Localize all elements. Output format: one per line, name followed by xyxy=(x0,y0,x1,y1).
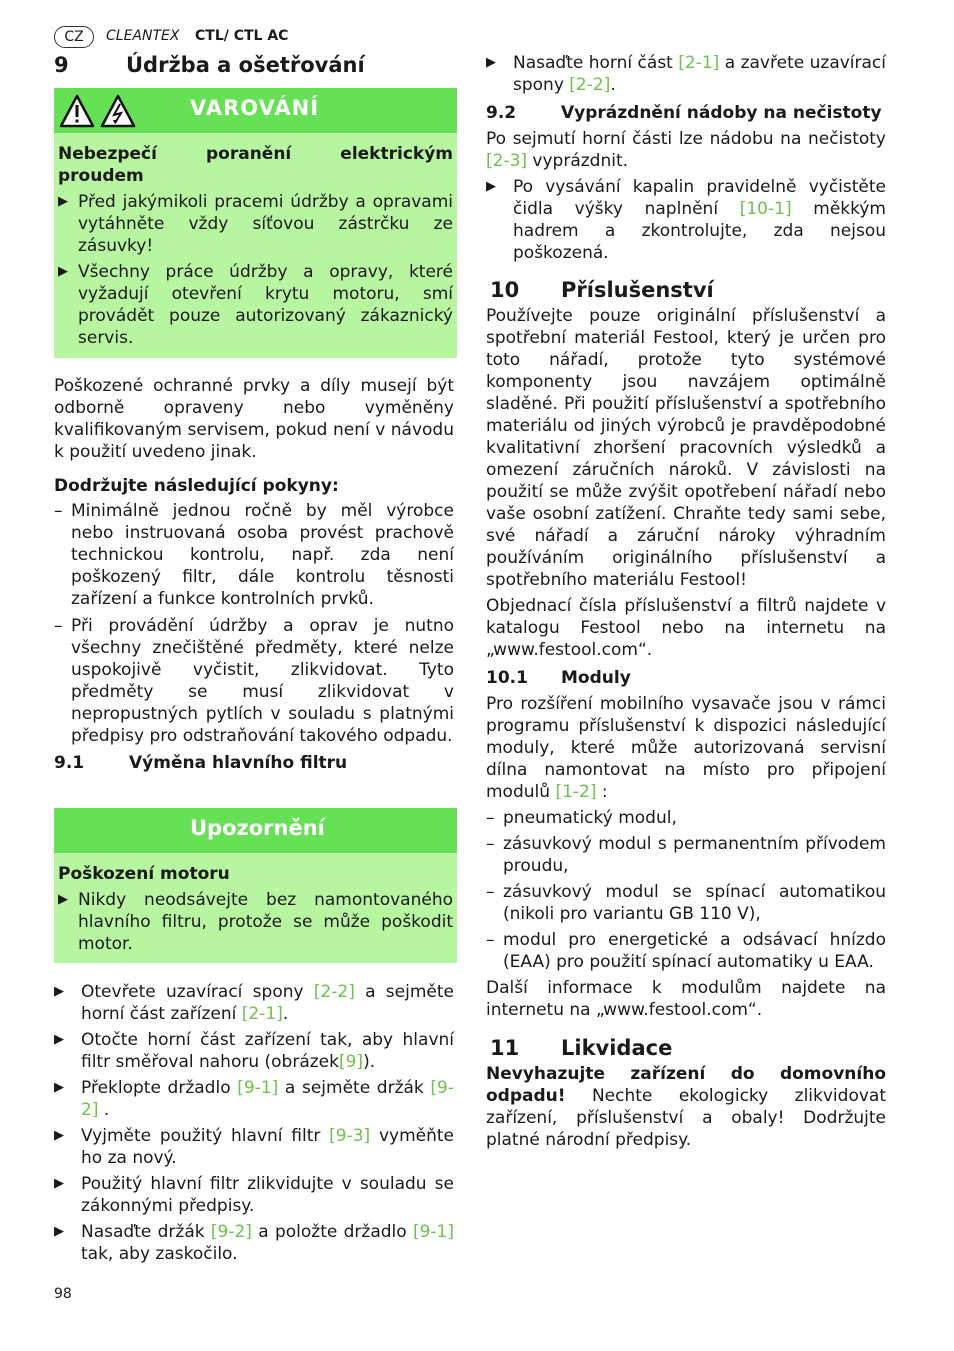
section-title: Údržba a ošetřování xyxy=(126,53,365,77)
warning-item: ▶ Všechny práce údržby a opravy, které vyžadují otevření krytu motoru, smí provádět pouze autorizovaný zákaznický servis. xyxy=(58,261,453,349)
modules-intro: Pro rozšíření mobilního vysavače jsou v rámci programu příslušenství k dispozici následující moduly, které může autorizovaná servisní dílna namontovat na místo pro připojení modulů [1-2] : xyxy=(486,694,886,802)
rules-heading: Dodržujte následující pokyny: xyxy=(54,476,339,496)
step-item: ▶ Nasaďte horní část [2-1] a zavřete uzavírací spony [2-2]. xyxy=(486,52,886,96)
maintenance-intro: Poškozené ochranné prvky a díly musejí být odborně opraveny nebo vyměněny kvalifikovaným servisem, pokud není v návodu k použití uvedeno jinak. xyxy=(54,376,454,462)
figure-reference: [2-2] xyxy=(313,982,355,1002)
disposal-text: Nevyhazujte zařízení do domovního odpadu! Nechte ekologicky zlikvidovat zařízení, příslušenství a obaly! Dodržujte platné národní předpisy. xyxy=(486,1064,886,1150)
step-item: ▶ Otevřete uzavírací spony [2-2] a sejměte horní část zařízení [2-1]. xyxy=(54,981,454,1025)
section-9-heading xyxy=(54,52,454,78)
warning-label: VAROVÁNÍ xyxy=(190,96,320,120)
figure-reference: [9] xyxy=(338,1052,364,1072)
figure-reference: [9-2] xyxy=(81,1078,454,1120)
electric-hazard-icon xyxy=(100,94,136,128)
subsection-9-2-heading xyxy=(486,102,886,124)
accessories-order-text: Objednací čísla příslušenství a filtrů najdete v katalogu Festool nebo na internetu na „www.festool.com“. xyxy=(486,596,886,660)
module-item: – zásuvkový modul s permanentním přívodem proudu, xyxy=(486,833,886,877)
rule-item: – Minimálně jednou ročně by měl výrobce nebo instruovaná osoba provést prachově technickou kontrolu, např. zda není poškozený filtr, dále kontrolu těsnosti zařízení a funkce kontrolních prvků. xyxy=(54,500,454,610)
right-column xyxy=(486,52,886,1151)
emptying-text: Po sejmutí horní části lze nádobu na nečistoty [2-3] vyprázdnit. xyxy=(486,129,886,171)
section-number: 9 xyxy=(54,53,69,77)
figure-reference: [2-2] xyxy=(569,75,611,95)
figure-reference: [1-2] xyxy=(555,782,597,802)
subsection-number: 10.1 xyxy=(486,668,528,688)
accessories-text: Používejte pouze originální příslušenství a spotřební materiál Festool, který je určen pro toto nářadí, protože tyto systémové komponenty jsou navzájem optimálně sladěné. Při použití příslušenství a spotřebního materiálu od jiných výrobců je pravděpodobné kvalitativní zhoršení pracovních výsledků a omezení záručních nároků. V závislosti na použití se může zvýšit opotřebení nářadí nebo vaše osobní zatížení. Chraňte tedy sami sebe, své nářadí a záruční nároky výhradním používáním originálního příslušenství a spotřebního materiálu Festool! xyxy=(486,306,886,590)
brand-name: CLEANTEX xyxy=(106,28,180,44)
figure-reference: [9-3] xyxy=(329,1126,371,1146)
figure-reference: [2-3] xyxy=(486,151,528,171)
figure-reference: [10-1] xyxy=(739,199,792,219)
section-number: 10 xyxy=(490,278,520,302)
step-item: ▶ Po vysávání kapalin pravidelně vyčistěte čidla výšky naplnění [10-1] měkkým hadrem a zkontrolujte, zda nejsou poškozená. xyxy=(486,176,886,264)
warning-header xyxy=(54,88,457,133)
step-item: ▶ Otočte horní část zařízení tak, aby hlavní filtr směřoval nahoru (obrázek[9]). xyxy=(54,1029,454,1073)
page-header xyxy=(54,26,454,50)
disposal-warning: Nevyhazujte zařízení do domovního odpadu! xyxy=(486,1064,886,1106)
module-item: – pneumatický modul, xyxy=(486,807,886,829)
section-11-heading xyxy=(486,1035,886,1061)
section-title: Příslušenství xyxy=(561,278,714,302)
step-item: ▶ Nasaďte držák [9-2] a položte držadlo [9-1] tak, aby zaskočilo. xyxy=(54,1221,454,1265)
module-item: – modul pro energetické a odsávací hnízdo (EAA) pro použití spínací automatiky u EAA. xyxy=(486,929,886,973)
warning-triangle-icon xyxy=(59,94,95,128)
section-number: 11 xyxy=(490,1036,520,1060)
figure-reference: [2-1] xyxy=(678,53,720,73)
subsection-9-1-heading xyxy=(54,752,454,774)
subsection-number: 9.1 xyxy=(54,753,85,773)
subsection-title: Moduly xyxy=(561,668,631,688)
warning-box xyxy=(54,133,457,358)
section-title: Likvidace xyxy=(561,1036,673,1060)
model-name: CTL/ CTL AC xyxy=(195,28,289,44)
subsection-title: Výměna hlavního filtru xyxy=(129,753,348,773)
modules-outro: Další informace k modulům najdete na internetu na „www.festool.com“. xyxy=(486,978,886,1020)
step-item: ▶ Vyjměte použitý hlavní filtr [9-3] vyměňte ho za nový. xyxy=(54,1125,454,1169)
section-10-heading xyxy=(486,277,886,303)
figure-reference: [9-1] xyxy=(412,1222,454,1242)
caution-item: ▶ Nikdy neodsávejte bez namontovaného hlavního filtru, protože se může poškodit motor. xyxy=(58,889,453,955)
rule-item: – Při provádění údržby a oprav je nutno všechny znečištěné předměty, které nelze uspokojivě vyčistit, zlikvidovat. Tyto předměty se musí zlikvidovat v nepropustných pytlích v souladu s platnými předpisy pro odstraňování takového odpadu. xyxy=(54,615,454,747)
module-item: – zásuvkový modul se spínací automatikou (nikoli pro variantu GB 110 V), xyxy=(486,881,886,925)
warning-item: ▶ Před jakýmikoli pracemi údržby a opravami vytáhněte vždy síťovou zástrčku ze zásuvky! xyxy=(58,191,453,257)
page-number: 98 xyxy=(54,1286,72,1302)
left-column xyxy=(54,52,454,78)
caution-heading: Poškození motoru xyxy=(58,864,230,884)
figure-reference: [9-2] xyxy=(210,1222,252,1242)
language-badge: CZ xyxy=(54,26,94,48)
subsection-10-1-heading xyxy=(486,667,886,689)
step-item: ▶ Použitý hlavní filtr zlikvidujte v souladu se zákonnými předpisy. xyxy=(54,1173,454,1217)
warning-heading: Nebezpečí poranění elektrickým proudem xyxy=(58,144,453,186)
step-item: ▶ Překlopte držadlo [9-1] a sejměte držák [9-2] . xyxy=(54,1077,454,1121)
figure-reference: [2-1] xyxy=(241,1004,283,1024)
caution-header xyxy=(54,808,457,853)
filter-steps xyxy=(54,981,454,1265)
caution-label: Upozornění xyxy=(190,816,325,840)
subsection-number: 9.2 xyxy=(486,103,517,123)
subsection-title: Vyprázdnění nádoby na nečistoty xyxy=(561,103,882,123)
figure-reference: [9-1] xyxy=(237,1078,279,1098)
left-column-body xyxy=(54,375,454,774)
caution-box xyxy=(54,853,457,963)
